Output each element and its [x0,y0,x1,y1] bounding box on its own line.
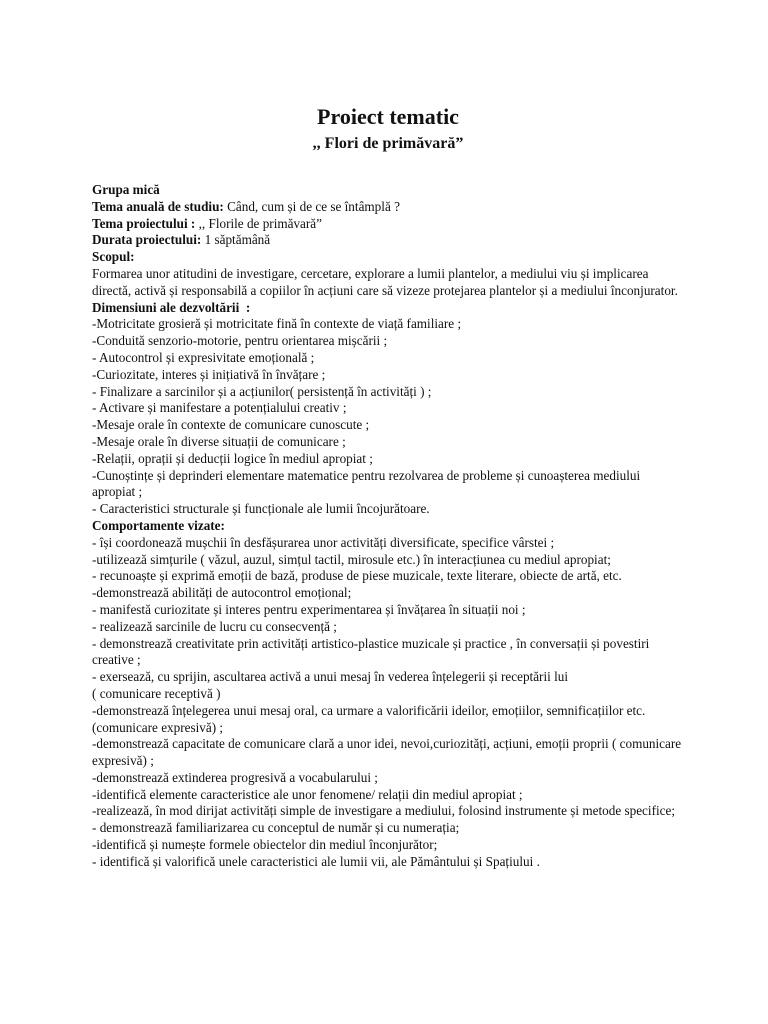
scopul-label: Scopul: [92,249,135,265]
tema-proiect-label: Tema proiectului : [92,215,196,231]
dimensiune-item: -Motricitate grosieră și motricitate fină în contexte de viață familiare ; [92,316,462,332]
comportamente-heading: Comportamente vizate: [92,517,225,533]
comportament-item: -demonstrează capacitate de comunicare clară a unor idei, nevoi,curiozități, acțiuni, emoții proprii ( comunicare expresivă) ; [92,736,682,769]
tema-anuala-label: Tema anuală de studiu: [92,198,224,214]
dimensiune-item: -Mesaje orale în diverse situații de comunicare ; [92,433,346,449]
durata-value: 1 săptămână [201,232,271,248]
comportament-item: - identifică și valorifică unele caracteristici ale lumii vii, ale Pământului și Spațiului . [92,853,540,869]
comportament-item: - manifestă curiozitate și interes pentru experimentarea și învățarea în situații noi ; [92,601,526,617]
comportament-item: - demonstrează creativitate prin activități artistico-plastice muzicale și practice , în conversații și povestiri creative ; [92,635,650,668]
comportament-item: -demonstrează extinderea progresivă a vocabularului ; [92,769,378,785]
comportament-item: -identifică elemente caracteristice ale unor fenomene/ relații din mediul apropiat ; [92,786,523,802]
comportament-item: - își coordonează mușchii în desfășurarea unor activități diversificate, specifice vârstei ; [92,534,555,550]
dimensiune-item: -Curiozitate, interes și inițiativă în învățare ; [92,366,326,382]
document-title: Proiect tematic [317,104,459,129]
comportament-item: -realizează, în mod dirijat activități simple de investigare a mediului, folosind instrumente și metode specifice; [92,803,675,819]
comportament-item: -utilizează simțurile ( văzul, auzul, simțul tactil, mirosule etc.) în interacțiunea cu mediul apropiat; [92,551,611,567]
dimensiune-item: -Relații, oprații și deducții logice în mediul apropiat ; [92,450,373,466]
document-body [92,182,684,871]
scopul-text: Formarea unor atitudini de investigare, cercetare, explorare a lumii plantelor, a mediului viu și implicarea directă, activă și responsabilă a copiilor în acțiuni care să vizeze protejarea plantelor și a mediului înconjurator. [92,265,678,298]
tema-proiect-row [92,216,684,233]
comportament-item: -demonstrează înțelegerea unui mesaj oral, ca urmare a valorificării ideilor, emoțiilor, semnificațiilor etc. (comunicare expresivă) ; [92,702,646,735]
comportament-item: - demonstrează familiarizarea cu conceptul de număr și cu numerația; [92,820,460,836]
document-page [92,104,684,871]
dimensiuni-list [92,316,684,518]
dimensiuni-heading: Dimensiuni ale dezvoltării : [92,299,251,315]
comportament-item: -demonstrează abilități de autocontrol emoțional; [92,585,352,601]
dimensiune-item: -Mesaje orale în contexte de comunicare cunoscute ; [92,417,370,433]
dimensiune-item: -Cunoștințe și deprinderi elementare matematice pentru rezolvarea de probleme și cunoașterea mediului apropiat ; [92,467,641,500]
tema-anuala-value: Când, cum și de ce se întâmplă ? [223,198,400,214]
dimensiune-item: -Conduită senzorio-motorie, pentru orientarea mișcării ; [92,333,388,349]
comportament-item: - recunoaște și exprimă emoții de bază, produse de piese muzicale, texte literare, obiecte de artă, etc. [92,568,622,584]
document-subtitle: ,, Flori de primăvară” [312,135,464,152]
tema-proiect-value: ,, Florile de primăvară” [195,215,323,231]
dimensiune-item: - Caracteristici structurale și funcționale ale lumii încojurătoare. [92,501,430,517]
dimensiune-item: - Activare și manifestare a potențialului creativ ; [92,400,347,416]
comportament-item: - realizează sarcinile de lucru cu consecvență ; [92,618,337,634]
grupa-label: Grupa mică [92,182,160,197]
comportamente-list [92,535,684,871]
comportament-item: ( comunicare receptivă ) [92,685,221,701]
tema-anuala-row [92,199,684,216]
dimensiune-item: - Finalizare a sarcinilor și a acțiunilor( persistență în activități ) ; [92,383,432,399]
dimensiune-item: - Autocontrol și expresivitate emoțională ; [92,349,315,365]
comportament-item: - exersează, cu sprijin, ascultarea activă a unui mesaj în vederea înțelegerii și receptării lui [92,669,568,685]
comportament-item: -identifică și numește formele obiectelor din mediul înconjurător; [92,837,438,853]
durata-label: Durata proiectului: [92,232,202,248]
durata-row [92,232,684,249]
